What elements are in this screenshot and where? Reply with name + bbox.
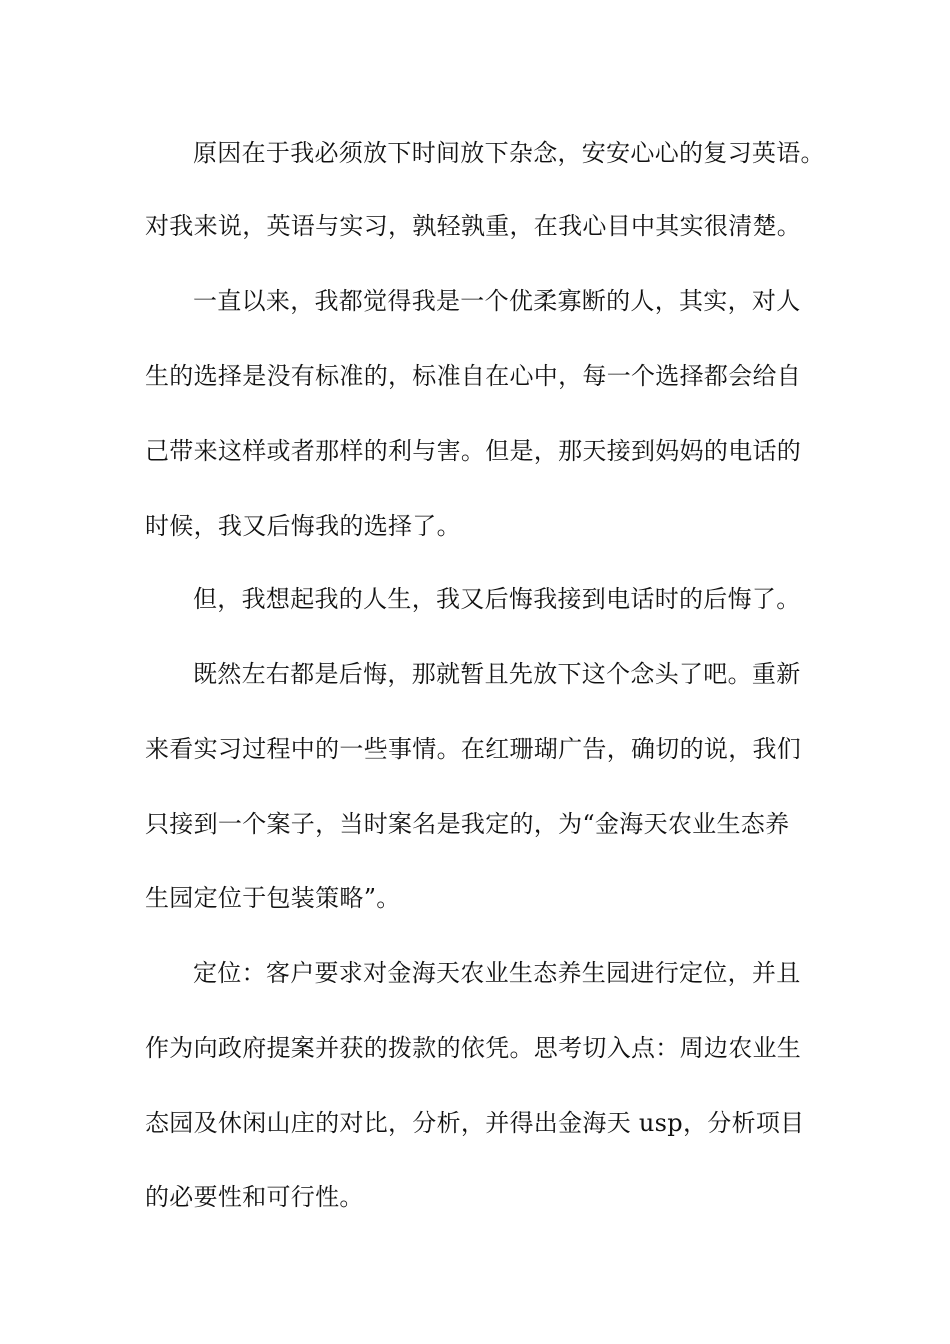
text-line: 作为向政府提案并获的拨款的依凭。思考切入点：周边农业生 — [145, 1034, 802, 1062]
text-line: 只接到一个案子，当时案名是我定的，为“金海天农业生态养 — [145, 810, 790, 838]
text-line: 生园定位于包装策略”。 — [145, 884, 401, 912]
text-line: 定位：客户要求对金海天农业生态养生园进行定位，并且 — [193, 959, 801, 987]
text-line: 来看实习过程中的一些事情。在红珊瑚广告，确切的说，我们 — [145, 735, 802, 763]
text-line: 既然左右都是后悔，那就暂且先放下这个念头了吧。重新 — [193, 660, 801, 688]
text-line: 但，我想起我的人生，我又后悔我接到电话时的后悔了。 — [193, 585, 801, 613]
text-line: 对我来说，英语与实习，孰轻孰重，在我心目中其实很清楚。 — [145, 212, 802, 240]
text-line: 时候，我又后悔我的选择了。 — [145, 512, 461, 540]
text-line: 原因在于我必须放下时间放下杂念，安安心心的复习英语。 — [193, 139, 825, 167]
text-line: 一直以来，我都觉得我是一个优柔寡断的人，其实，对人 — [193, 287, 801, 315]
text-line: 己带来这样或者那样的利与害。但是，那天接到妈妈的电话的 — [145, 437, 802, 465]
text-line: 生的选择是没有标准的，标准自在心中，每一个选择都会给自 — [145, 362, 802, 390]
text-line: 的必要性和可行性。 — [145, 1183, 364, 1211]
text-line: 态园及休闲山庄的对比，分析，并得出金海天 usp，分析项目 — [145, 1109, 805, 1137]
